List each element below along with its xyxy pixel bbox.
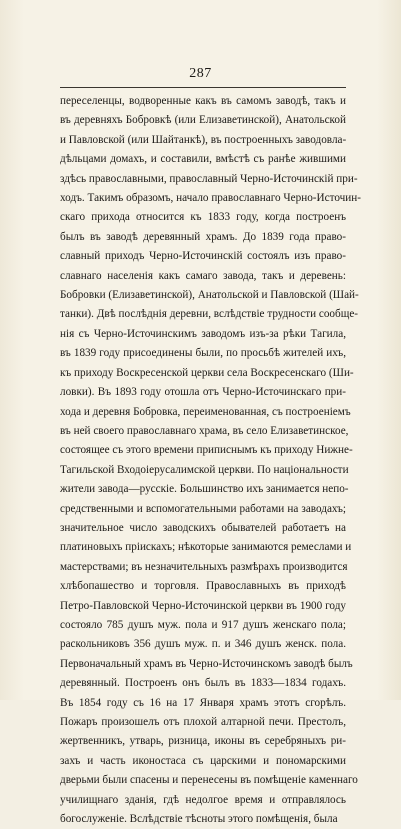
text-line: жители завода—русскiе. Большинство ихъ занимается непо- bbox=[60, 483, 349, 496]
text-line: Пожаръ произошелъ отъ плохой алтарной печи. Престолъ, bbox=[60, 716, 346, 728]
text-line: ходъ. Такимъ образомъ, начало православнаго Черно-Источин- bbox=[60, 192, 361, 205]
text-line: Первоначальный храмъ въ Черно-Источинскомъ заводѣ былъ bbox=[60, 657, 353, 670]
text-line: захъ и часть иконостаса съ царскими и пономарскими bbox=[60, 754, 346, 767]
text-line: платиновыхъ прiискахъ; нѣкоторые занимаются ремеслами и bbox=[60, 541, 352, 554]
text-line: Петро-Павловской Черно-Источинской церкви въ 1900 году bbox=[60, 599, 346, 612]
text-line: скаго прихода относится къ 1833 году, когда построенъ bbox=[60, 211, 346, 224]
text-line: славнаго населенiя какъ самаго завода, такъ и деревень: bbox=[60, 269, 346, 282]
text-line: Тагильской Входоiерусалимской церкви. По національности bbox=[60, 463, 349, 476]
text-line: къ приходу Воскресенской церкви села Воскресенскаго (Ши- bbox=[60, 366, 354, 379]
text-line: хлѣбопашество и торговля. Православныхъ въ приходѣ bbox=[60, 580, 346, 593]
text-line: Въ 1854 году съ 16 на 17 Января храмъ этотъ сгорѣлъ. bbox=[60, 696, 346, 709]
text-line: состоящее съ этого времени приписнымъ къ приходу Нижне- bbox=[60, 444, 353, 457]
text-line: дверьми были спасены и перенесены въ помѣщенiе каменнаго bbox=[60, 774, 358, 787]
text-line: былъ въ заводѣ деревянный храмъ. До 1839 года право- bbox=[60, 230, 346, 243]
text-line: славный приходъ Черно-Источинскiй состоялъ изъ право- bbox=[60, 250, 346, 263]
text-line: мастерствами; въ незначительныхъ размѣрахъ производится bbox=[60, 560, 348, 573]
text-line: состояло 785 душъ муж. пола и 917 душъ женскаго пола; bbox=[60, 618, 346, 631]
text-line: значительное число заводскихъ обывателей работаетъ на bbox=[60, 521, 346, 534]
text-line: въ ней своего православнаго храма, въ село Елизаветинское, bbox=[60, 424, 349, 437]
text-line: хода и деревня Бобровка, переименованная, съ построенiемъ bbox=[60, 405, 351, 418]
header-rule bbox=[60, 87, 346, 88]
text-line: жертвенникъ, утварь, ризница, иконы въ серебряныхъ ри- bbox=[60, 735, 346, 748]
text-line: въ деревняхъ Бобровкѣ (или Елизаветинской), Анатольской bbox=[60, 114, 346, 127]
page-number: 287 bbox=[189, 66, 212, 81]
text-line: училищнаго зданiя, гдѣ недолгое время и отправлялось bbox=[60, 793, 346, 806]
text-line: нiя съ Черно-Источинскимъ заводомъ изъ-за рѣки Тагила, bbox=[60, 327, 346, 340]
text-line: здѣсь православными, православный Черно-Источинскiй при- bbox=[60, 172, 358, 185]
text-line: и Павловской (или Шайтанкѣ), въ построенныхъ заводовла- bbox=[60, 133, 347, 146]
text-line: раскольниковъ 356 душъ муж. п. и 346 душъ женск. пола. bbox=[60, 638, 346, 651]
text-line: средственными и вспомогательными работами на заводахъ; bbox=[60, 502, 346, 515]
text-line: переселенцы, водворенные какъ въ самомъ заводѣ, такъ и bbox=[60, 95, 346, 107]
text-line: богослуженiе. Вслѣдствiе тѣсноты этого помѣщенiя, была bbox=[60, 813, 338, 826]
text-line: дѣльцами домахъ, и составили, вмѣстѣ съ ранѣе жившими bbox=[60, 153, 346, 166]
text-line: танки). Двѣ послѣднiя деревни, вслѣдствiе трудности сообще- bbox=[60, 308, 359, 321]
text-line: ловки). Въ 1893 году отошла отъ Черно-Источинскаго при- bbox=[60, 386, 346, 399]
text-line: Бобровки (Елизаветинской), Анатольской и Павловской (Шай- bbox=[60, 289, 359, 302]
text-line: въ 1839 году присоединены были, по просьбѣ жителей ихъ, bbox=[60, 347, 346, 360]
body-text bbox=[60, 92, 361, 829]
text-line: деревянный. Построенъ онъ былъ въ 1833—1834 годахъ. bbox=[60, 677, 346, 690]
